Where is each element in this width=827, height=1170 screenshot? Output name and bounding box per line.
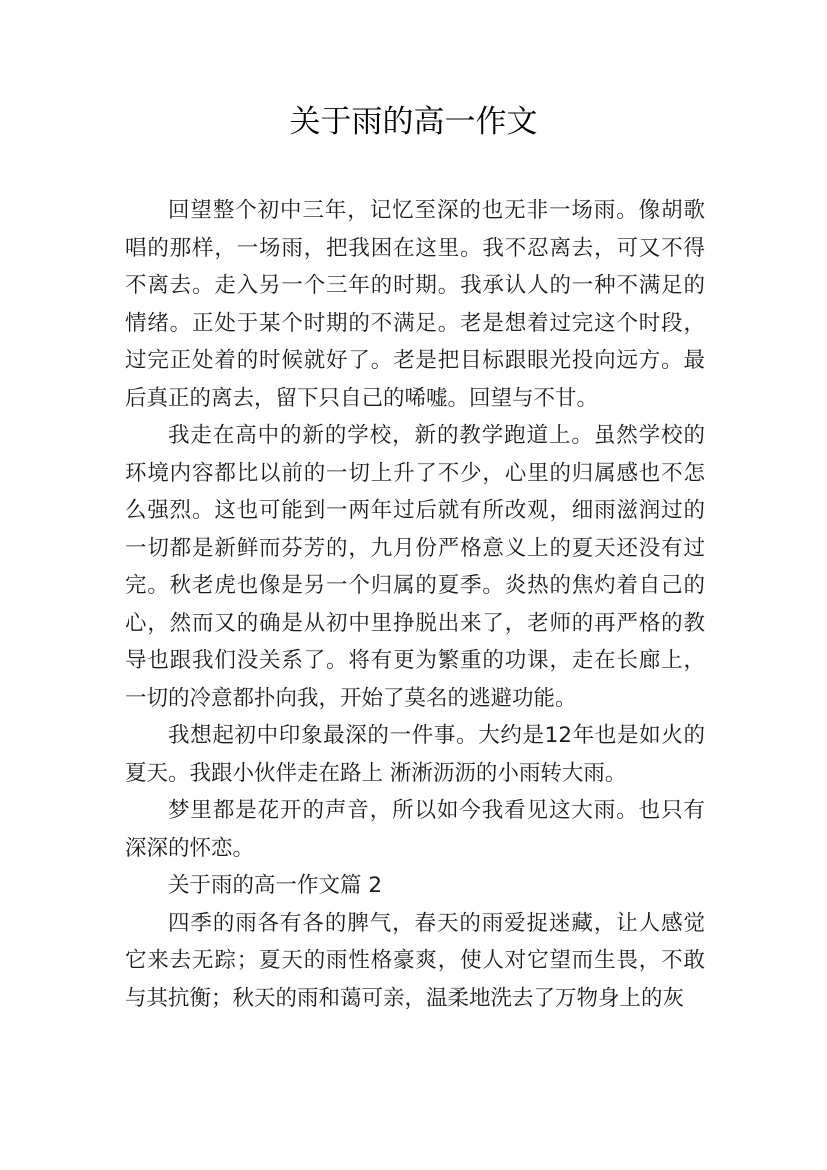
section-heading: 关于雨的高一作文篇 2 — [168, 873, 383, 898]
paragraph-2: 我走在高中的新的学校，新的教学跑道上。虽然学校的环境内容都比以前的一切上升了不少，心里的归属感也不怎么强烈。这也可能到一两年过后就有所改观，细雨滋润过的一切都是新鲜而芬芳的，九月份严格意义上的夏天还没有过完。秋老虎也像是另一个归属的夏季。炎热的焦灼着自己的心，然而又的确是从初中里挣脱出来了，老师的再严格的教导也跟我们没关系了。将有更为繁重的功课，走在长廊上，一切的冷意都扑向我，开始了莫名的逃避功能。 — [125, 423, 705, 711]
paragraph-1: 回望整个初中三年，记忆至深的也无非一场雨。像胡歌唱的那样，一场雨，把我困在这里。我不忍离去，可又不得不离去。走入另一个三年的时期。我承认人的一种不满足的情绪。正处于某个时期的不满足。老是想着过完这个时段，过完正处着的时候就好了。老是把目标跟眼光投向远方。最后真正的离去，留下只自己的唏嘘。回望与不甘。 — [125, 198, 705, 411]
essay-body — [125, 192, 705, 1017]
paragraph-3: 我想起初中印象最深的一件事。大约是12年也是如火的夏天。我跟小伙伴走在路上 淅淅沥沥的小雨转大雨。 — [125, 723, 705, 786]
document-title: 关于雨的高一作文 — [289, 104, 538, 140]
paragraph-5: 四季的雨各有各的脾气，春天的雨爱捉迷藏，让人感觉它来去无踪；夏天的雨性格豪爽，使人对它望而生畏，不敢与其抗衡；秋天的雨和蔼可亲，温柔地洗去了万物身上的灰 — [125, 910, 705, 1011]
paragraph-4: 梦里都是花开的声音，所以如今我看见这大雨。也只有深深的怀恋。 — [125, 798, 705, 861]
